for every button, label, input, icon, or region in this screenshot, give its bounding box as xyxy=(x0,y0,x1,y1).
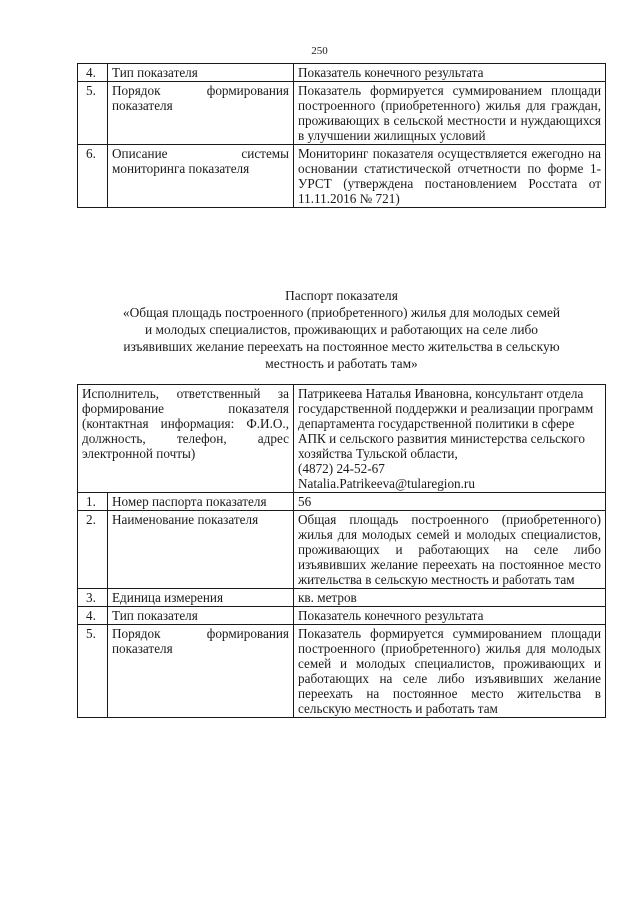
passport-name-line: местность и работать там» xyxy=(265,356,418,371)
passport-name-line: изъявивших желание переехать на постоянное место жительства в сельскую xyxy=(123,339,560,354)
row-number: 6. xyxy=(78,145,108,208)
row-value: Показатель конечного результата xyxy=(294,64,606,82)
row-value: Показатель формируется суммированием площади построенного (приобретенного) жилья для граждан, проживающих в сельской местности и нуждающихся в улучшении жилищных условий xyxy=(294,82,606,145)
table-row xyxy=(78,145,606,208)
table-row xyxy=(78,64,606,82)
table-row xyxy=(78,607,606,625)
row-value: Общая площадь построенного (приобретенного) жилья для молодых семей и молодых специалистов, проживающих и работающих на селе либо изъявивших желание переехать на постоянное место жительства в сельскую местность и работать там xyxy=(294,511,606,589)
row-number: 3. xyxy=(78,589,108,607)
row-label: Порядок формирования показателя xyxy=(108,625,294,718)
row-value: Мониторинг показателя осуществляется ежегодно на основании статистической отчетности по форме 1-УРСТ (утверждена постановлением Росстата от 11.11.2016 № 721) xyxy=(294,145,606,208)
row-number: 2. xyxy=(78,511,108,589)
row-label: Номер паспорта показателя xyxy=(108,493,294,511)
executor-phone: (4872) 24-52-67 xyxy=(298,461,385,476)
executor-email: Natalia.Patrikeeva@tularegion.ru xyxy=(298,476,475,491)
table-row xyxy=(78,82,606,145)
table-row xyxy=(78,493,606,511)
passport-caption xyxy=(77,287,606,372)
row-label: Тип показателя xyxy=(108,64,294,82)
indicator-table-continued xyxy=(77,63,606,208)
passport-title: Паспорт показателя xyxy=(285,288,398,303)
executor-label: Исполнитель, ответственный за формирование показателя (контактная информация: Ф.И.О., должность, телефон, адрес электронной почты) xyxy=(78,385,294,493)
passport-table xyxy=(77,384,606,718)
table-row xyxy=(78,625,606,718)
row-number: 1. xyxy=(78,493,108,511)
row-label: Наименование показателя xyxy=(108,511,294,589)
executor-row xyxy=(78,385,606,493)
row-number: 4. xyxy=(78,607,108,625)
row-number: 5. xyxy=(78,625,108,718)
page-number: 250 xyxy=(311,45,328,57)
row-number: 4. xyxy=(78,64,108,82)
executor-value xyxy=(294,385,606,493)
row-value: Показатель конечного результата xyxy=(294,607,606,625)
row-label: Тип показателя xyxy=(108,607,294,625)
row-label: Единица измерения xyxy=(108,589,294,607)
row-value: 56 xyxy=(294,493,606,511)
executor-info: Патрикеева Наталья Ивановна, консультант отдела государственной поддержки и реализации программ департамента государственной политики в сфере АПК и сельского развития министерства сельского хозяйства Тульской области, xyxy=(298,386,594,461)
passport-name-line: «Общая площадь построенного (приобретенного) жилья для молодых семей xyxy=(122,305,561,320)
row-label: Порядок формирования показателя xyxy=(108,82,294,145)
row-value: кв. метров xyxy=(294,589,606,607)
table-row xyxy=(78,511,606,589)
row-value: Показатель формируется суммированием площади построенного (приобретенного) жилья для молодых семей и молодых специалистов, проживающих и работающих на селе либо изъявивших желание переехать на постоянное место жительства в сельскую местность и работать там xyxy=(294,625,606,718)
table-row xyxy=(78,589,606,607)
row-label: Описание системы мониторинга показателя xyxy=(108,145,294,208)
passport-name-line: и молодых специалистов, проживающих и работающих на селе либо xyxy=(144,322,539,337)
row-number: 5. xyxy=(78,82,108,145)
